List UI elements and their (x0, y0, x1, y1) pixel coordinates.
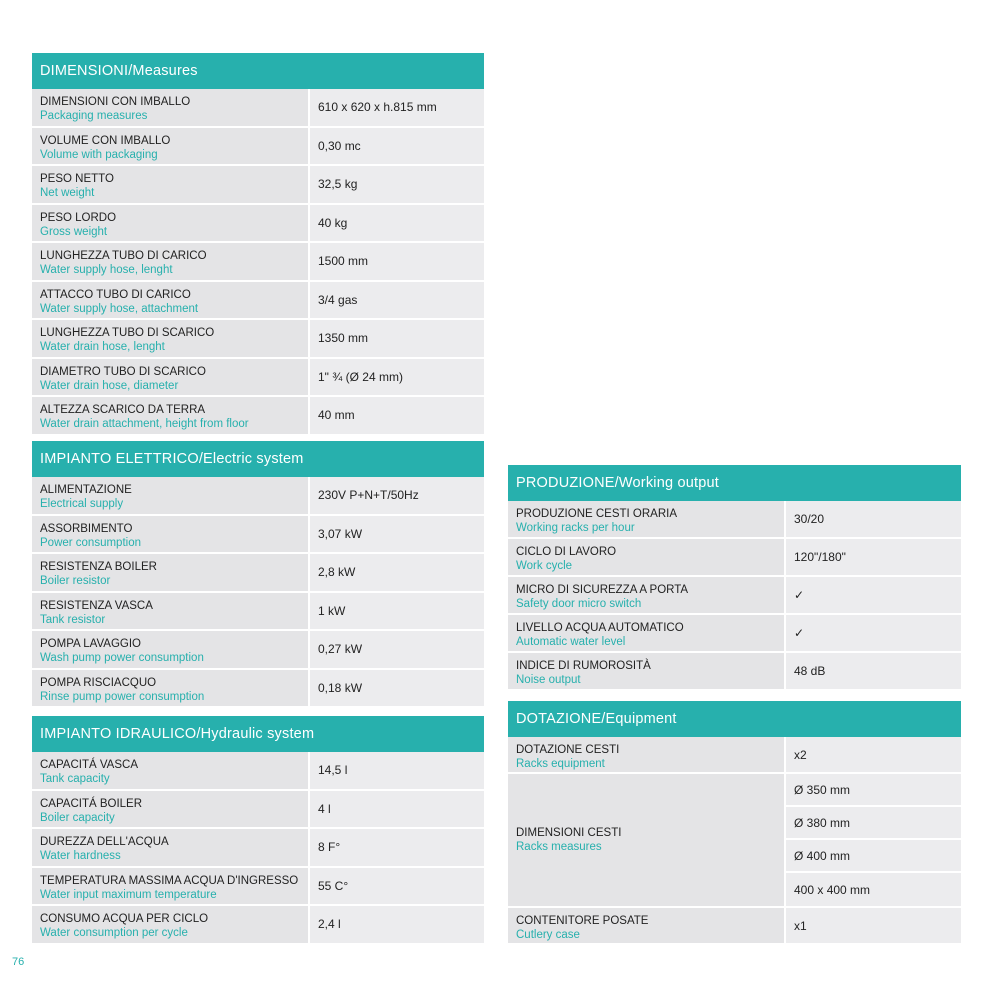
row-label (32, 166, 308, 203)
row-value: 2,4 l (308, 906, 484, 943)
row-label (508, 577, 784, 613)
label-italian: POMPA RISCIACQUO (40, 676, 157, 689)
production-header: PRODUZIONE/Working output (508, 465, 961, 501)
label-italian: RESISTENZA BOILER (40, 561, 157, 573)
row-value: 40 mm (308, 397, 484, 434)
label-italian: CONSUMO ACQUA PER CICLO (40, 913, 209, 925)
row-value: 3/4 gas (308, 282, 484, 319)
table-row (508, 501, 961, 539)
table-row (508, 774, 961, 908)
label-italian: DIMENSIONI CESTI (516, 826, 622, 839)
equipment-section (508, 701, 961, 945)
label-english: Water drain attachment, height from floor (40, 418, 249, 430)
label-italian: INDICE DI RUMOROSITÀ (516, 660, 651, 672)
label-italian: CICLO DI LAVORO (516, 546, 617, 558)
table-row (508, 908, 961, 945)
label-italian: DOTAZIONE CESTI (516, 744, 620, 756)
row-value: 230V P+N+T/50Hz (308, 477, 484, 514)
row-value: 1500 mm (308, 243, 484, 280)
label-english: Tank resistor (40, 613, 106, 626)
table-row (32, 631, 484, 670)
table-row (32, 477, 484, 516)
label-italian: LUNGHEZZA TUBO DI SCARICO (40, 327, 215, 339)
label-italian: DUREZZA DELL'ACQUA (40, 836, 169, 848)
label-italian: CONTENITORE POSATE (516, 915, 649, 927)
row-value: 1" ¾ (Ø 24 mm) (308, 359, 484, 396)
row-label (508, 774, 784, 906)
row-label (508, 615, 784, 651)
table-row (32, 593, 484, 632)
label-english: Water supply hose, lenght (40, 264, 173, 276)
row-label (32, 868, 308, 905)
label-italian: ATTACCO TUBO DI CARICO (40, 288, 191, 301)
row-value: x1 (784, 908, 961, 943)
label-english: Volume with packaging (40, 148, 158, 161)
label-english: Water consumption per cycle (40, 927, 188, 939)
label-english: Tank capacity (40, 773, 110, 785)
label-english: Rinse pump power consumption (40, 690, 205, 703)
table-row (32, 670, 484, 709)
label-italian: PRODUZIONE CESTI ORARIA (516, 508, 678, 520)
table-row (32, 752, 484, 791)
label-english: Work cycle (516, 560, 573, 572)
label-english: Water input maximum temperature (40, 888, 217, 901)
equipment-rows (508, 737, 961, 945)
row-value: Ø 350 mm (786, 774, 961, 807)
table-row (32, 516, 484, 555)
label-italian: DIMENSIONI CON IMBALLO (40, 96, 191, 108)
label-italian: LIVELLO ACQUA AUTOMATICO (516, 622, 684, 634)
row-value: Ø 400 mm (786, 840, 961, 873)
row-label (32, 128, 308, 165)
label-english: Packaging measures (40, 110, 148, 122)
row-value: 0,30 mc (308, 128, 484, 165)
row-label (32, 397, 308, 434)
dimensions-rows (32, 89, 484, 436)
label-italian: VOLUME CON IMBALLO (40, 134, 171, 147)
row-value: 4 l (308, 791, 484, 828)
table-row (32, 829, 484, 868)
equipment-header: DOTAZIONE/Equipment (508, 701, 961, 737)
row-value: 400 x 400 mm (786, 873, 961, 906)
row-label (32, 554, 308, 591)
row-label (508, 737, 784, 772)
table-row (32, 282, 484, 321)
row-values (784, 774, 961, 906)
row-value: ✓ (784, 577, 961, 613)
row-label (32, 320, 308, 357)
row-value: 1350 mm (308, 320, 484, 357)
label-italian: PESO NETTO (40, 173, 114, 185)
label-italian: ALTEZZA SCARICO DA TERRA (40, 404, 206, 416)
label-english: Automatic water level (516, 636, 626, 648)
row-label (508, 653, 784, 689)
table-row (32, 243, 484, 282)
hydraulic-header: IMPIANTO IDRAULICO/Hydraulic system (32, 716, 484, 752)
table-row (32, 89, 484, 128)
label-italian: DIAMETRO TUBO DI SCARICO (40, 365, 206, 378)
row-label (32, 906, 308, 943)
electric-header: IMPIANTO ELETTRICO/Electric system (32, 441, 484, 477)
label-english: Racks equipment (516, 758, 605, 770)
row-value: 2,8 kW (308, 554, 484, 591)
row-value: 3,07 kW (308, 516, 484, 553)
row-value: 8 F° (308, 829, 484, 866)
label-english: Boiler resistor (40, 575, 111, 587)
row-label (32, 359, 308, 396)
row-label (32, 243, 308, 280)
row-label (32, 829, 308, 866)
label-english: Safety door micro switch (516, 598, 642, 610)
row-label (508, 908, 784, 943)
row-label (32, 205, 308, 242)
label-english: Electrical supply (40, 498, 124, 510)
table-row (508, 615, 961, 653)
table-row (508, 737, 961, 774)
table-row (508, 653, 961, 691)
table-row (32, 128, 484, 167)
row-value: 120"/180" (784, 539, 961, 575)
row-value: 55 C° (308, 868, 484, 905)
table-row (32, 359, 484, 398)
row-value: 48 dB (784, 653, 961, 689)
row-value: 30/20 (784, 501, 961, 537)
label-italian: ASSORBIMENTO (40, 522, 133, 535)
label-english: Water drain hose, diameter (40, 379, 179, 392)
row-value: 0,27 kW (308, 631, 484, 668)
dimensions-section (32, 53, 484, 436)
label-english: Water hardness (40, 850, 121, 862)
label-english: Boiler capacity (40, 811, 115, 824)
row-value: 1 kW (308, 593, 484, 630)
table-row (32, 397, 484, 436)
row-label (32, 477, 308, 514)
row-label (508, 501, 784, 537)
row-label (32, 791, 308, 828)
table-row (508, 577, 961, 615)
row-label (32, 282, 308, 319)
table-row (32, 791, 484, 830)
table-row (32, 166, 484, 205)
table-row (32, 554, 484, 593)
hydraulic-section (32, 716, 484, 945)
row-value: 32,5 kg (308, 166, 484, 203)
row-value: x2 (784, 737, 961, 772)
row-value: 610 x 620 x h.815 mm (308, 89, 484, 126)
label-italian: CAPACITÁ BOILER (40, 797, 143, 810)
row-label (32, 593, 308, 630)
row-label (32, 752, 308, 789)
label-english: Gross weight (40, 225, 108, 238)
label-italian: RESISTENZA VASCA (40, 599, 153, 612)
row-value: 14,5 l (308, 752, 484, 789)
label-italian: LUNGHEZZA TUBO DI CARICO (40, 250, 207, 262)
label-english: Noise output (516, 674, 581, 686)
table-row (32, 868, 484, 907)
row-value: Ø 380 mm (786, 807, 961, 840)
row-label (508, 539, 784, 575)
label-italian: CAPACITÁ VASCA (40, 759, 138, 771)
row-value: 0,18 kW (308, 670, 484, 707)
row-label (32, 516, 308, 553)
row-value: 40 kg (308, 205, 484, 242)
table-row (32, 906, 484, 945)
row-label (32, 89, 308, 126)
label-english: Power consumption (40, 536, 141, 549)
page-number: 76 (12, 956, 25, 968)
label-english: Working racks per hour (516, 522, 635, 534)
electric-rows (32, 477, 484, 708)
label-english: Racks measures (516, 840, 602, 853)
label-english: Wash pump power consumption (40, 652, 204, 664)
production-section (508, 465, 961, 691)
label-english: Net weight (40, 187, 95, 199)
dimensions-header: DIMENSIONI/Measures (32, 53, 484, 89)
label-english: Water drain hose, lenght (40, 341, 165, 353)
row-label (32, 631, 308, 668)
row-value: ✓ (784, 615, 961, 651)
production-rows (508, 501, 961, 691)
label-italian: PESO LORDO (40, 211, 117, 224)
table-row (32, 205, 484, 244)
label-italian: MICRO DI SICUREZZA A PORTA (516, 584, 689, 596)
table-row (508, 539, 961, 577)
label-english: Cutlery case (516, 929, 580, 941)
label-italian: POMPA LAVAGGIO (40, 638, 141, 650)
electric-section (32, 441, 484, 708)
label-english: Water supply hose, attachment (40, 302, 199, 315)
label-italian: ALIMENTAZIONE (40, 484, 132, 496)
table-row (32, 320, 484, 359)
row-label (32, 670, 308, 707)
hydraulic-rows (32, 752, 484, 945)
label-italian: TEMPERATURA MASSIMA ACQUA D'INGRESSO (40, 874, 299, 887)
